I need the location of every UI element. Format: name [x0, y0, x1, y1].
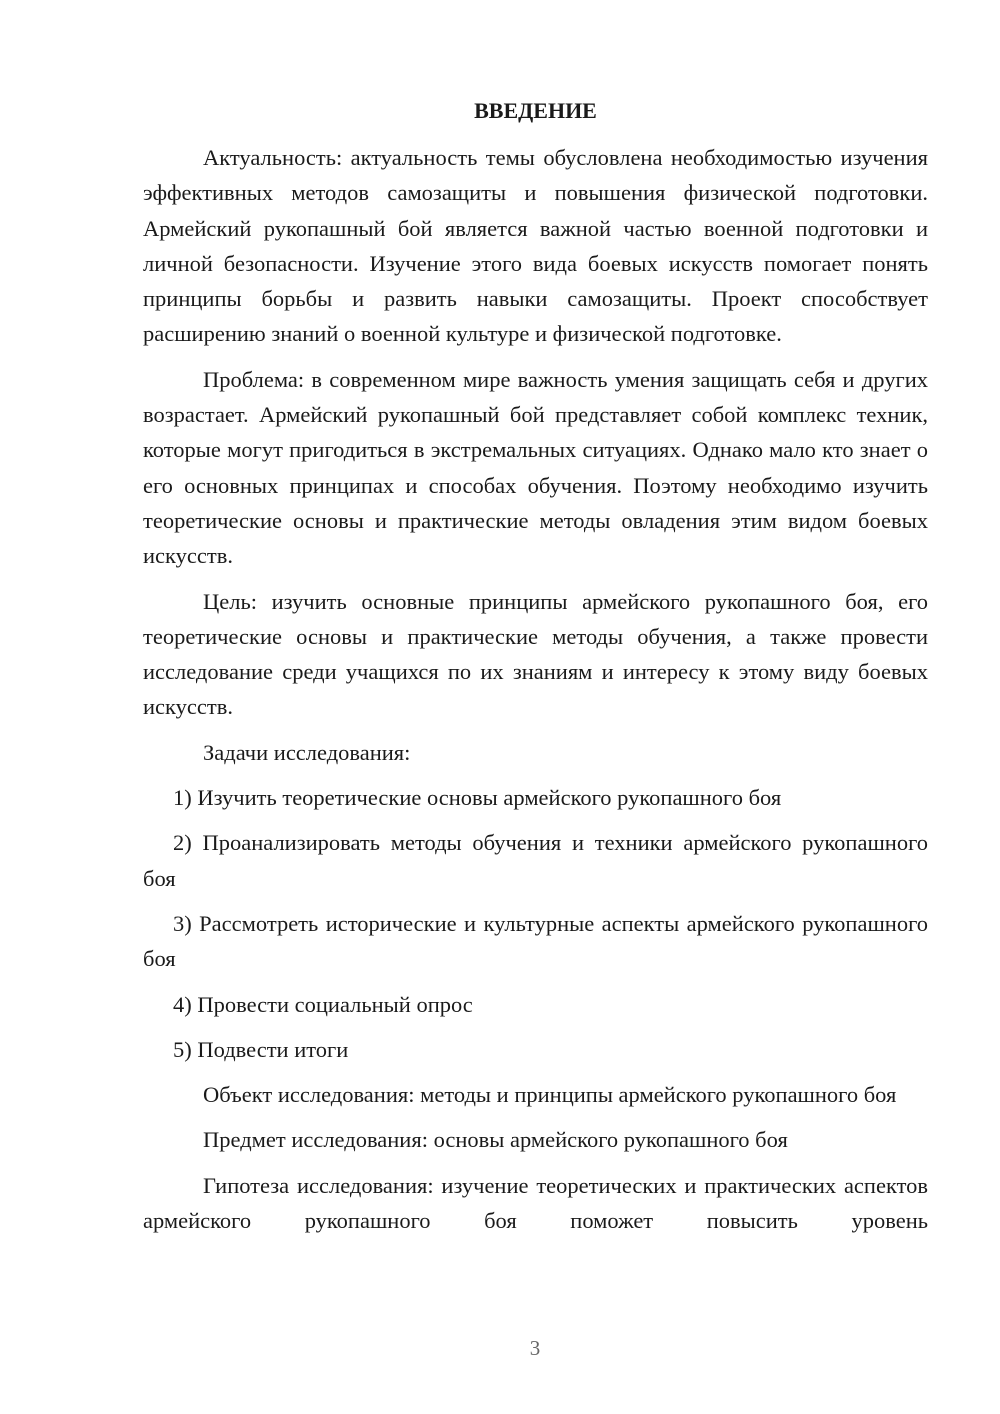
task-item-1: 1) Изучить теоретические основы армейского рукопашного боя [173, 785, 782, 811]
paragraph-subject: Предмет исследования: основы армейского рукопашного боя [203, 1127, 788, 1153]
section-title: ВВЕДЕНИЕ [474, 98, 597, 123]
paragraph-relevance: Актуальность: актуальность темы обусловлена необходимостью изучения эффективных методов самозащиты и повышения физической подготовки. Армейский рукопашный бой является важной частью военной подготовки и личной безопасности. Изучение этого вида боевых искусств помогает понять принципы борьбы и развить навыки самозащиты. Проект способствует расширению знаний о военной культуре и физической подготовке. [143, 145, 928, 347]
tasks-heading: Задачи исследования: [203, 739, 411, 765]
paragraph-hypothesis: Гипотеза исследования: изучение теоретических и практических аспектов армейского рукопашного боя поможет повысить уровень [143, 1172, 928, 1234]
page-number: 3 [529, 1336, 541, 1360]
paragraph-object: Объект исследования: методы и принципы армейского рукопашного боя [203, 1082, 897, 1108]
task-item-3: 3) Рассмотреть исторические и культурные аспекты армейского рукопашного боя [143, 910, 928, 972]
paragraph-goal: Цель: изучить основные принципы армейского рукопашного боя, его теоретические основы и практические методы обучения, а также провести исследование среди учащихся по их знаниям и интересу к этому виду боевых искусств. [143, 588, 928, 720]
task-item-2: 2) Проанализировать методы обучения и техники армейского рукопашного боя [143, 830, 928, 891]
paragraph-problem: Проблема: в современном мире важность умения защищать себя и других возрастает. Армейский рукопашный бой представляет собой комплекс техник, которые могут пригодиться в экстремальных ситуациях. Однако мало кто знает о его основных принципах и способах обучения. Поэтому необходимо изучить теоретические основы и практические методы овладения этим видом боевых искусств. [143, 366, 928, 569]
task-item-5: 5) Подвести итоги [173, 1036, 349, 1062]
document-page [143, 94, 928, 1248]
task-item-4: 4) Провести социальный опрос [173, 991, 473, 1017]
